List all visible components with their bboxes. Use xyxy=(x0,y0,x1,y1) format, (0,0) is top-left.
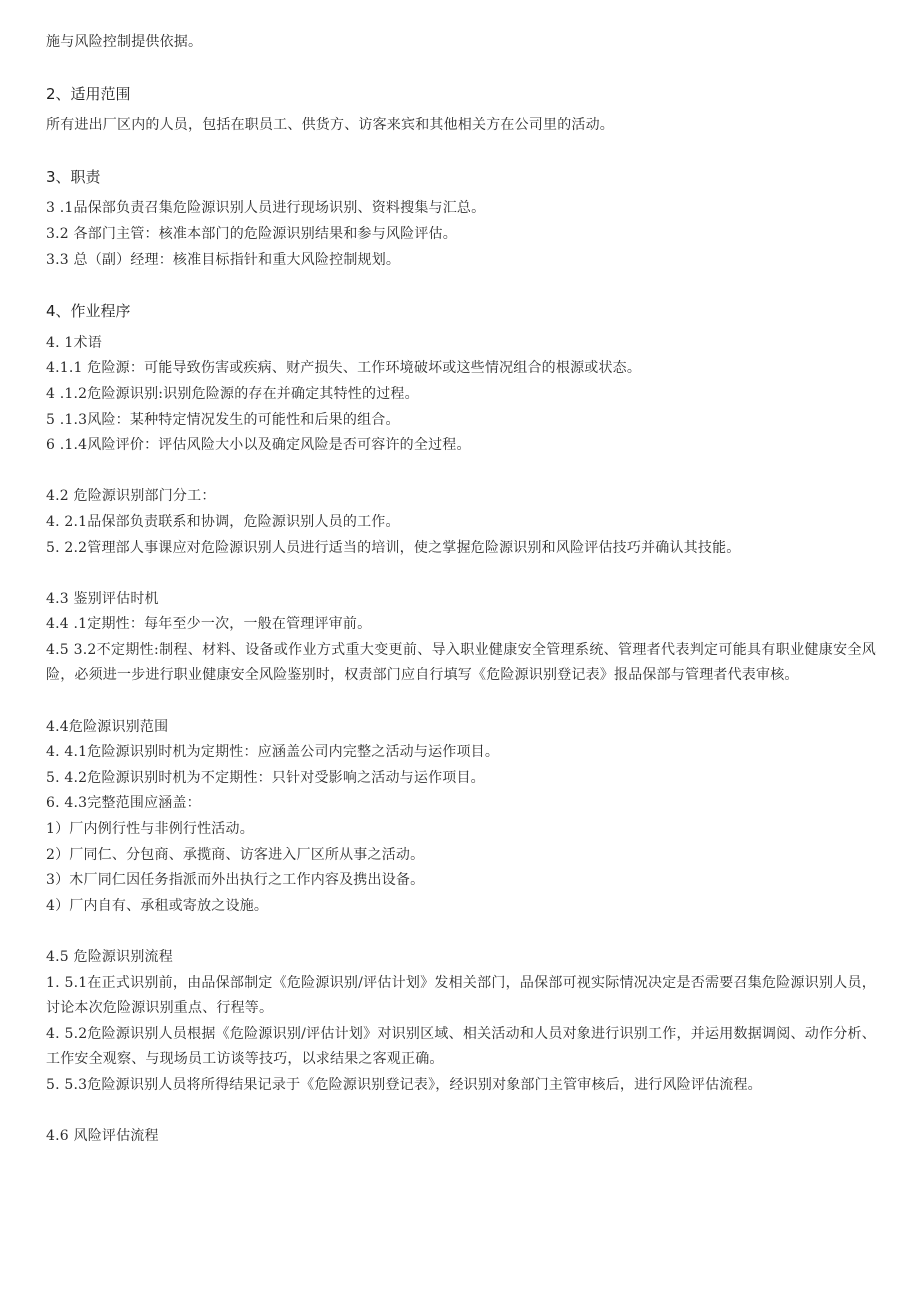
process-title: 4.5 危险源识别流程 xyxy=(46,949,173,965)
section-2-heading: 2、适用范围 xyxy=(46,84,131,103)
timing-paragraph: 4.5 3.2不定期性:制程、材料、设备或作业方式重大变更前、导入职业健康安全管理系统、管理者代表判定可能具有职业健康安全风险，必须进一步进行职业健康安全风险鉴别时，权责部门应自行填写《危险源识别登记表》报品保部与管理者代表审核。 xyxy=(46,641,876,684)
section-3-heading: 3、职责 xyxy=(46,167,101,186)
section-3-item: 3 .1品保部负责召集危险源识别人员进行现场识别、资料搜集与汇总。 xyxy=(46,200,486,217)
process-paragraph: 5. 5.3危险源识别人员将所得结果记录于《危险源识别登记表》，经识别对象部门主管审核后，进行风险评估流程。 xyxy=(46,1076,762,1093)
terms-title: 4. 1术语 xyxy=(46,334,102,351)
intro-tail-text: 施与风险控制提供依据。 xyxy=(46,34,203,50)
scope-item: 4. 4.1危险源识别时机为定期性：应涵盖公司内完整之活动与运作项目。 xyxy=(46,744,500,761)
division-item: 5. 2.2管理部人事课应对危险源识别人员进行适当的培训，使之掌握危险源识别和风险评估技巧并确认其技能。 xyxy=(46,539,741,556)
risk-assessment-title: 4.6 风险评估流程 xyxy=(46,1128,159,1145)
section-4-heading: 4、作业程序 xyxy=(46,302,131,321)
scope-list-item: 3）木厂同仁因任务指派而外出执行之工作内容及携出设备。 xyxy=(46,872,425,889)
scope-list-item: 2）厂同仁、分包商、承揽商、访客进入厂区所从事之活动。 xyxy=(46,846,425,863)
section-3-item: 3.3 总（副）经理：核准目标指针和重大风险控制规划。 xyxy=(46,251,401,268)
process-paragraph: 1. 5.1在正式识别前，由品保部制定《危险源识别/评估计划》发相关部门，品保部可视实际情况决定是否需要召集危险源识别人员，讨论本次危险源识别重点、行程等。 xyxy=(46,974,876,1017)
document-page xyxy=(46,30,876,1150)
timing-item: 4.4 .1定期性：每年至少一次，一般在管理评审前。 xyxy=(46,616,372,633)
term-item: 4 .1.2危险源识别:识别危险源的存在并确定其特性的过程。 xyxy=(46,385,419,402)
scope-list-item: 4）厂内自有、承租或寄放之设施。 xyxy=(46,897,269,914)
term-item: 6 .1.4风险评价：评估风险大小以及确定风险是否可容许的全过程。 xyxy=(46,437,471,454)
division-title: 4.2 危险源识别部门分工： xyxy=(46,488,216,505)
scope-item: 6. 4.3完整范围应涵盖： xyxy=(46,795,201,812)
division-item: 4. 2.1品保部负责联系和协调，危险源识别人员的工作。 xyxy=(46,513,400,530)
term-item: 5 .1.3风险：某种特定情况发生的可能性和后果的组合。 xyxy=(46,411,400,428)
scope-title: 4.4危险源识别范围 xyxy=(46,718,169,735)
scope-list-item: 1）厂内例行性与非例行性活动。 xyxy=(46,821,254,838)
scope-item: 5. 4.2危险源识别时机为不定期性：只针对受影响之活动与运作项目。 xyxy=(46,769,485,786)
section-2-body: 所有进出厂区内的人员，包括在职员工、供货方、访客来宾和其他相关方在公司里的活动。 xyxy=(46,117,614,134)
term-item: 4.1.1 危险源：可能导致伤害或疾病、财产损失、工作环境破坏或这些情况组合的根源或状态。 xyxy=(46,360,642,377)
section-3-item: 3.2 各部门主管：核准本部门的危险源识别结果和参与风险评估。 xyxy=(46,225,457,242)
process-paragraph: 4. 5.2危险源识别人员根据《危险源识别/评估计划》对识别区域、相关活动和人员对象进行识别工作，并运用数据调阅、动作分析、工作安全观察、与现场员工访谈等技巧，以求结果之客观正确。 xyxy=(46,1025,876,1068)
timing-title: 4.3 鉴别评估时机 xyxy=(46,590,159,607)
